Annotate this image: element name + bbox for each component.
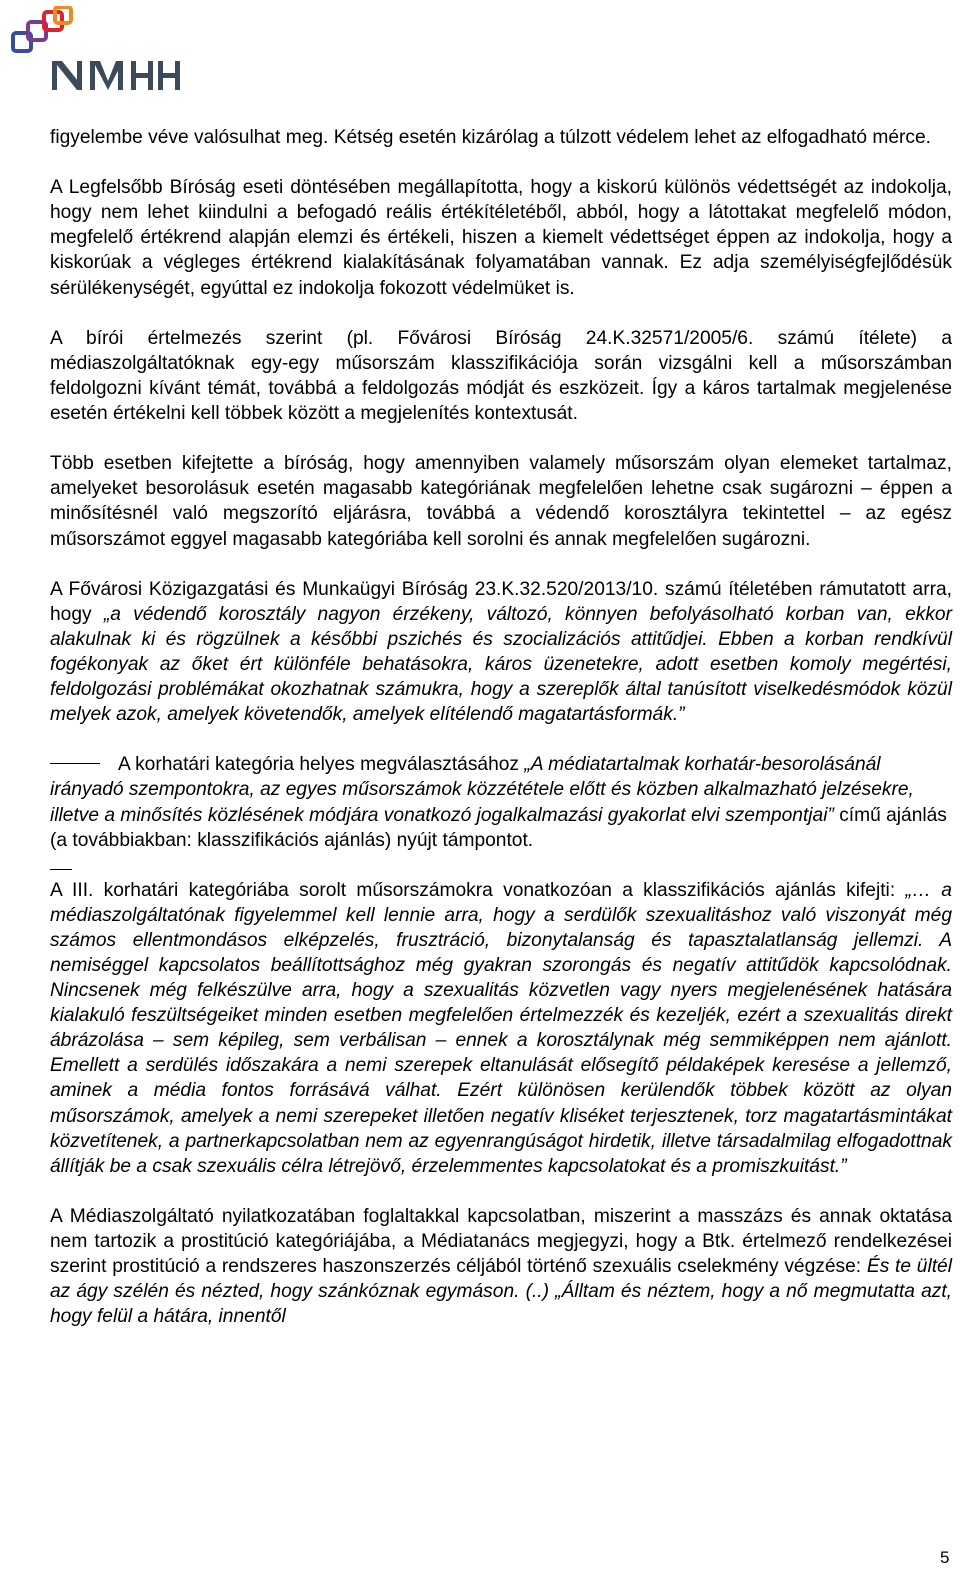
dash-mark xyxy=(50,763,100,764)
quote-text: És te ültél az ágy szélén és nézted, hogy szánkóznak egymáson. (..) „Álltam és néztem, hogy a nő megmutatta azt, hogy felül a hátára, innentől xyxy=(50,1256,952,1328)
paragraph-text: A III. korhatári kategóriába sorolt műsorszámokra vonatkozóan a klasszifikációs ajánlás kifejti: xyxy=(50,879,906,901)
paragraph: A bírói értelmezés szerint (pl. Fővárosi Bíróság 24.K.32571/2005/6. számú ítélete) a médiaszolgáltatóknak egy-egy műsorszám klasszifikációja során vizsgálni kell a műsorszámban feldolgozni kívánt témát, továbbá a feldolgozás módját és eszközeit. Így a káros tartalmak megjelenése esetén értékelni kell többek között a megjelenítés kontextusát. xyxy=(50,327,952,425)
page-number: 5 xyxy=(940,1548,950,1567)
paragraph xyxy=(50,1204,952,1329)
paragraph xyxy=(50,878,952,1179)
paragraph: figyelembe véve valósulhat meg. Kétség esetén kizárólag a túlzott védelem lehet az elfogadható mérce. xyxy=(50,127,932,148)
nmhh-logo xyxy=(10,6,182,94)
paragraph-text: című ajánlás (a továbbiakban: klasszifikációs ajánlás) nyújt támpontot. xyxy=(50,804,947,851)
dash-mark xyxy=(50,869,72,870)
quote-text: „a védendő korosztály nagyon érzékeny, változó, könnyen befolyásolható korban van, ekkor alakulnak ki és rögzülnek a későbbi pszichés és szocializációs attitűdjei. Ebben a korban rendkívül fogékonyak az őket ért különféle behatásokra, káros üzenetekre, adott esetben komoly megértési, feldolgozási problémákat okozhatnak számukra, hogy a szereplők által tanúsított viselkedésmódok közül melyek azok, amelyek követendők, amelyek elítélendő magatartásformák.” xyxy=(50,603,952,726)
document-body xyxy=(50,125,952,1355)
paragraph xyxy=(50,752,952,852)
paragraph-text: A Médiaszolgáltató nyilatkozatában foglaltakkal kapcsolatban, miszerint a masszázs és annak oktatása nem tartozik a prostitúció kategóriájába, a Médiatanács megjegyzi, hogy a Btk. értelmező rendelkezései szerint prostitúció a rendszeres haszonszerzés céljából történő szexuális cselekmény végzése: xyxy=(50,1205,952,1278)
quote-text: „A médiatartalmak korhatár-besorolásánál irányadó szempontokra, az egyes műsorszámok közzététele előtt és közben alkalmazható jelzésekre, illetve a minősítés közlésének módjára vonatkozó jogalkalmazási gyakorlat elvi szempontjai” xyxy=(50,754,914,826)
paragraph-text: A korhatári kategória helyes megválasztásához xyxy=(118,754,525,776)
paragraph-text: A Fővárosi Közigazgatási és Munkaügyi Bíróság 23.K.32.520/2013/10. számú ítéletében rámutatott arra, hogy xyxy=(50,578,952,625)
paragraph: A Legfelsőbb Bíróság eseti döntésében megállapította, hogy a kiskorú különös védettségét az indokolja, hogy nem lehet kiindulni a befogadó reális értékítéletéből, abból, hogy a látottakat megfelelő módon, megfelelő értékrend alapján elemzi és értékeli, hiszen a kiemelt védettséget éppen az indokolja, hogy a kiskorúak a végleges értékrend kialakításának folyamatában vannak. Ez adja személyiségfejlődésük sérülékenységét, egyúttal ez indokolja fokozott védelmüket is. xyxy=(50,177,952,299)
paragraph xyxy=(50,577,952,728)
quote-text: „… a médiaszolgáltatónak figyelemmel kell lennie arra, hogy a serdülők szexualitáshoz való viszonyát még számos ellentmondásos elképzelés, frusztráció, bizonytalanság és tapasztalatlanság jellemzi. A nemiséggel kapcsolatos beállítottsághoz még gyakran szorongás és negatív attitűdök kapcsolódnak. Nincsenek még felkészülve arra, hogy a szexualitás közvetlen vagy nyers megjelenésének hatására kialakuló feszültségeiket minden esetben megfelelően értelmezzék és kezeljék, ezért a szexualitás direkt ábrázolása – sem képileg, sem verbálisan – ennek a korosztálynak még semmiképpen nem ajánlott. Emellett a serdülés időszakára a nemi szerepek eltanulását elősegítő példaképek keresése a jellemző, aminek a média fontos forrásává válhat. Ezért különösen kerülendők többek között az olyan műsorszámok, amelyek a nemi szerepeket illetően negatív kliséket terjesztenek, torz magatartásmintákat közvetítenek, a partnerkapcsolatban nem az egyenrangúságot hirdetik, illetve társadalmilag elfogadottnak állítják be a csak szexuális célra létrejövő, érzelemmentes kapcsolatokat és a promiszkuitást.” xyxy=(50,879,952,1177)
paragraph: Több esetben kifejtette a bíróság, hogy amennyiben valamely műsorszám olyan elemeket tartalmaz, amelyeket besorolásuk esetén magasabb kategóriának megfelelően lehetne csak sugározni – éppen a minősítésnél való megszorító eljárásra, továbbá a védendő korosztályra tekintettel – az egész műsorszámot eggyel magasabb kategóriába kell sorolni és annak megfelelően sugározni. xyxy=(50,453,952,550)
